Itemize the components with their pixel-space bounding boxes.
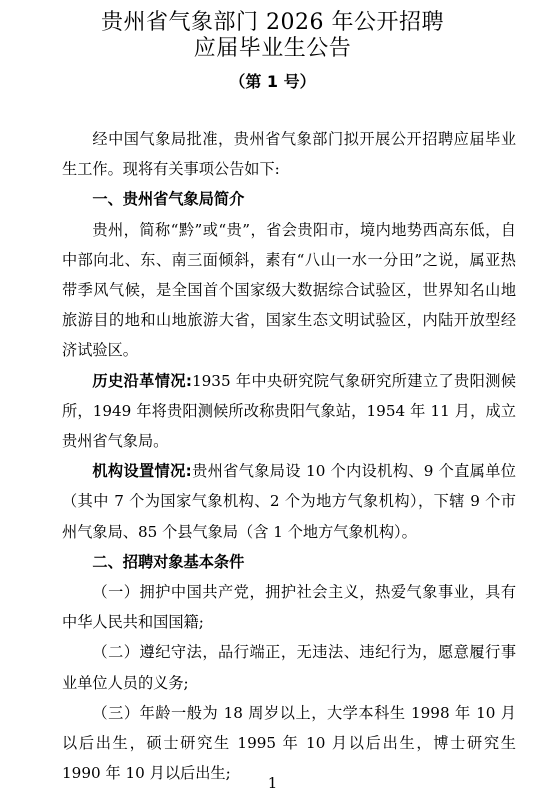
condition-item-3: （三）年龄一般为 18 周岁以上，大学本科生 1998 年 10 月以后出生，硕士研究生 1995 年 10 月以后出生，博士研究生 1990 年 10 月以后出生; xyxy=(62,703,516,783)
document-body xyxy=(62,124,516,788)
condition-item-1: （一）拥护中国共产党，拥护社会主义，热爱气象事业，具有中华人民共和国国籍; xyxy=(62,583,516,632)
section-1-paragraph-1: 贵州，简称“黔”或“贵”，省会贵阳市，境内地势西高东低，自中部向北、东、南三面倾斜，素有“八山一水一分田”之说，属亚热带季风气候，是全国首个国家级大数据综合试验区，世界知名山地旅游目的地和山地旅游大省，国家生态文明试验区，内陆开放型经济试验区。 xyxy=(62,220,516,360)
organization-label: 机构设置情况: xyxy=(92,462,192,481)
document-number: （第 1 号） xyxy=(229,72,316,91)
history-text: 1935 年中央研究院气象研究所建立了贵阳测候所，1949 年将贵阳测候所改称贵阳气象站，1954 年 11 月，成立贵州省气象局。 xyxy=(62,371,516,451)
history-label: 历史沿革情况: xyxy=(92,371,192,390)
document-title-line-2: 应届毕业生公告 xyxy=(193,36,352,61)
document-title-line-1: 贵州省气象部门 2026 年公开招聘 xyxy=(101,10,444,35)
history-paragraph xyxy=(62,366,516,457)
section-1-heading: 一、贵州省气象局简介 xyxy=(92,190,245,209)
organization-paragraph xyxy=(62,456,516,547)
section-2-heading: 二、招聘对象基本条件 xyxy=(92,552,245,571)
intro-paragraph: 经中国气象局批准，贵州省气象部门拟开展公开招聘应届毕业生工作。现将有关事项公告如下: xyxy=(62,130,516,179)
condition-item-2: （二）遵纪守法，品行端正，无违法、违纪行为，愿意履行事业单位人员的义务; xyxy=(62,643,516,692)
organization-text: 贵州省气象局设 10 个内设机构、9 个直属单位（其中 7 个为国家气象机构、2 个为地方气象机构），下辖 9 个市州气象局、85 个县气象局（含 1 个地方气象机构）。 xyxy=(62,462,516,541)
page-number: 1 xyxy=(267,774,278,792)
